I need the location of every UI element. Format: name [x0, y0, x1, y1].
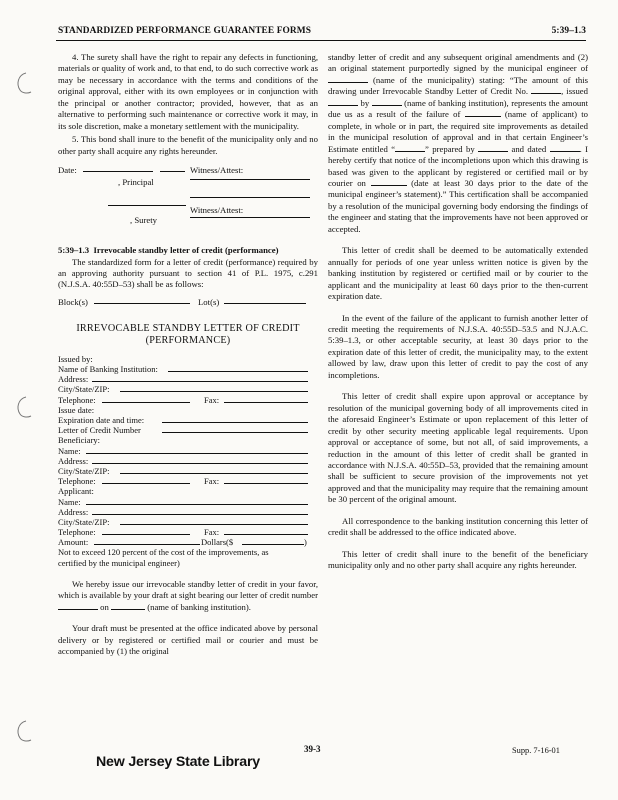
app-city-field: City/State/ZIP:: [58, 517, 318, 527]
not-exceed-line-2: certified by the municipal engineer): [58, 557, 180, 568]
principal-label: , Principal: [118, 177, 154, 188]
punch-hole-icon: [12, 394, 34, 420]
expiration-paragraph: This letter of credit shall expire upon approval or acceptance by resolution of the municipal governing body of all improvements cited in the aforesaid Engineer’s Estimate or upon replacement of this letter of credit by other security meeting applicable legal requirements. Upon approval or acceptance of some, but not all, of said improvements, a reduction in the amount of this letter of credit shall be granted in accordance with N.J.S.A. 40:55D–53, provided that the remaining amount shall be sufficient to secure provision of the improvements not yet approved and that the municipality may require that the remaining amount be 30 percent of the original amount.: [328, 391, 588, 505]
failure-paragraph: In the event of the failure of the applicant to furnish another letter of credit meeting the requirements of N.J.S.A. 40:55D–53.5 and N.J.A.C. 5:39–1.3, or other acceptable security, at least 30 days prior to the expiration date of this letter of credit, the municipality may, to the extent allowed by law, draw upon this letter of credit to pay the cost of any incompletions.: [328, 312, 588, 380]
left-column: [58, 52, 318, 658]
witness-label: Witness/Attest:: [190, 165, 244, 176]
app-name-field: Name:: [58, 497, 318, 507]
inure-paragraph: This letter of credit shall inure to the benefit of the beneficiary municipality only and no other party shall acquire any rights hereunder.: [328, 548, 588, 571]
lots-line: [224, 303, 306, 304]
signature-date-row: [58, 165, 318, 177]
issued-by-field: Issued by:: [58, 353, 93, 364]
certification-paragraph: standby letter of credit and any subsequent original amendments and (2) an original statement purportedly signed by the municipal engineer of (name of the municipality) stating: “The amount of this drawing under Irrevocable Standby Letter of Credit No. , issued by (name of banking institution), represents the amount due us as a result of the failure of (name of applicant) to complete, in whole or in part, the required site improvements as detailed in the municipal resolution of approval and in that certain Engineer’s Estimate entitled “ ” prepared by and dated . I hereby certify that notice of the incompletions upon which this drawing is based was given to the applicant by registered or certified mail or by courier on (date at least 30 days prior to the date of the municipal engineer’s statement).” This certification shall be accompanied by a resolution of the municipal governing body endorsing the findings of the engineer and stating that the improvements have not been approved or accepted.: [328, 52, 589, 234]
section-heading: 5:39–1.3 Irrevocable standby letter of credit (performance): [58, 245, 279, 256]
right-column: [328, 52, 588, 572]
app-telephone-field: Telephone: Fax:: [58, 527, 318, 537]
paragraph-5: 5. This bond shall inure to the benefit of the municipality only and no other party shall acquire any rights hereunder.: [58, 134, 318, 156]
beneficiary-field: Beneficiary:: [58, 435, 101, 446]
supplement-date: Supp. 7-16-01: [512, 746, 560, 755]
date-line: [83, 171, 153, 172]
lots-label: Lot(s): [198, 296, 220, 307]
date-label: Date:: [58, 165, 77, 176]
issue-paragraph: We hereby issue our irrevocable standby letter of credit in your favor, which is available by your draft at sight bearing our letter of credit number on (name of banking institution).: [58, 578, 318, 612]
surety-label: , Surety: [130, 215, 158, 226]
paragraph-4: 4. The surety shall have the right to repair any defects in functioning, materials or quality of work and, to that end, to do such corrective work as may be necessary in accordance with the terms and conditions of the original approval, either with its own employees or in conjunction with the principal or another contractor; provided, however, that as an alternative to performing such maintenance or corrective work it may, in its sole discretion, make a monetary settlement with the municipality.: [58, 52, 318, 131]
bank-name-field: Name of Banking Institution:: [58, 364, 318, 374]
auto-extend-paragraph: This letter of credit shall be deemed to be automatically extended annually for periods of one year unless written notice is given by the banking institution by registered or certified mail or by courier to the applicant and the municipality at least 60 days prior to the then-current expiration date.: [328, 245, 588, 302]
section-number: 5:39–1.3: [551, 26, 586, 36]
punch-hole-icon: [12, 718, 34, 744]
form-subtitle: (PERFORMANCE): [145, 335, 231, 347]
block-line: [94, 303, 190, 304]
address-field: Address:: [58, 374, 318, 384]
ben-name-field: Name:: [58, 446, 318, 456]
correspondence-paragraph: All correspondence to the banking institution concerning this letter of credit shall be addressed to the office indicated above.: [328, 515, 588, 538]
page-header: [58, 26, 586, 39]
loc-number-field: Letter of Credit Number: [58, 425, 318, 435]
ben-city-field: City/State/ZIP:: [58, 466, 318, 476]
surety-line-row: [58, 203, 318, 215]
expiration-field: Expiration date and time:: [58, 415, 318, 425]
date-line-2: [160, 171, 185, 172]
principal-row: [58, 177, 318, 189]
witness-line-2: [190, 217, 310, 218]
witness-line-2-top: [190, 197, 310, 198]
not-exceed-line-1: Not to exceed 120 percent of the cost of the improvements, as: [58, 547, 269, 558]
running-title: STANDARDIZED PERFORMANCE GUARANTEE FORMS: [58, 26, 312, 36]
draft-paragraph: Your draft must be presented at the office indicated above by personal delivery or by registered or certified mail or courier and must be accompanied by (1) the original: [58, 623, 318, 657]
amount-field: Amount: Dollars($ ): [58, 537, 307, 548]
surety-row: [58, 215, 318, 227]
witness-label-2: Witness/Attest:: [190, 205, 244, 216]
page-number: 39-3: [304, 744, 321, 754]
surety-line: [108, 205, 186, 206]
header-rule: [56, 40, 586, 41]
app-address-field: Address:: [58, 507, 318, 517]
issue-date-field: Issue date:: [58, 404, 95, 415]
witness-line: [190, 179, 310, 180]
library-stamp: New Jersey State Library: [96, 754, 260, 770]
ben-telephone-field: Telephone: Fax:: [58, 476, 318, 486]
section-body: The standardized form for a letter of credit (performance) required by an approving authority pursuant to section 41 of P.L. 1975, c.291 (N.J.S.A. 40:55D–53) shall be as follows:: [58, 256, 318, 290]
telephone-field: Telephone: Fax:: [58, 395, 318, 405]
form-title: IRREVOCABLE STANDBY LETTER OF CREDIT: [76, 322, 300, 334]
applicant-field: Applicant:: [58, 486, 94, 497]
block-label: Block(s): [58, 296, 88, 307]
city-field: City/State/ZIP:: [58, 384, 318, 394]
ben-address-field: Address:: [58, 456, 318, 466]
punch-hole-icon: [12, 70, 34, 96]
block-lot-row: [58, 297, 318, 309]
